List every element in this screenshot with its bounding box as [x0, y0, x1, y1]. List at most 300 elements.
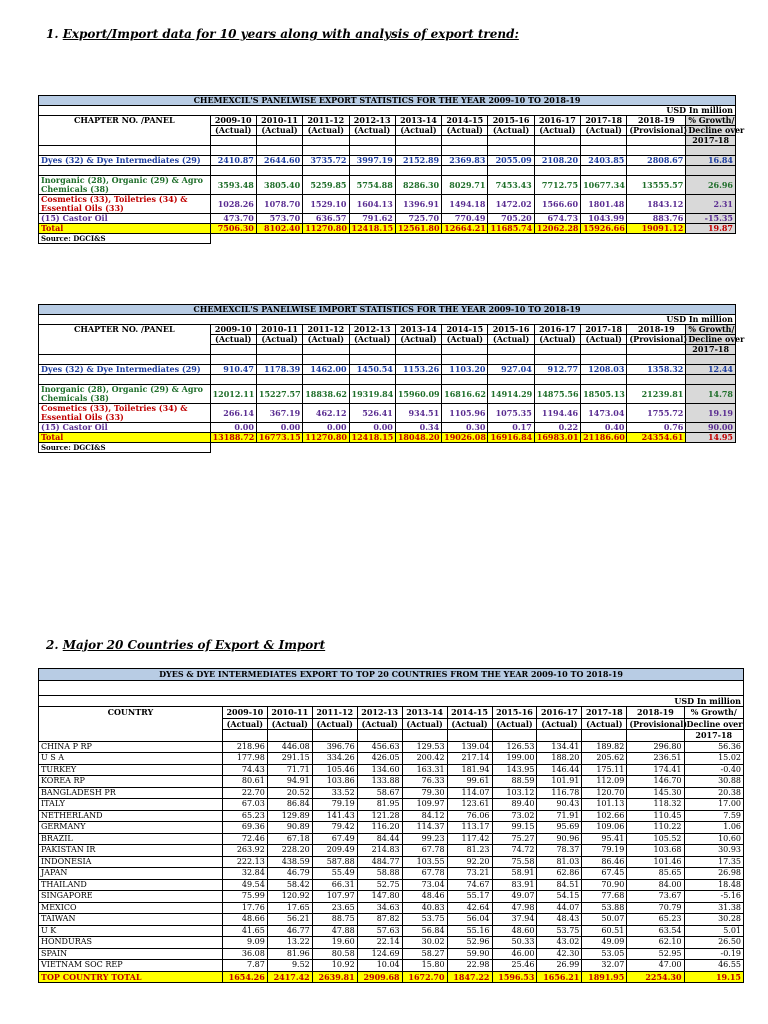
total-value: 13188.72 [210, 433, 256, 443]
value-cell: 133.88 [357, 776, 402, 788]
value-cell: 146.70 [627, 776, 684, 788]
value-cell: 73.04 [402, 879, 447, 891]
import-statistics-table [38, 304, 745, 453]
status-header: (Actual) [256, 126, 302, 136]
value-cell: 47.00 [627, 960, 684, 972]
blank-cell [349, 234, 395, 244]
blank-cell [303, 443, 349, 453]
table-row [39, 753, 744, 765]
value-cell: 1105.96 [442, 404, 488, 423]
value-cell: 37.94 [492, 914, 537, 926]
value-cell: 26.99 [537, 960, 582, 972]
blank-cell [395, 355, 441, 365]
blank-cell [534, 166, 580, 176]
growth-cell: 16.84 [686, 156, 736, 166]
value-cell: 17.76 [222, 902, 267, 914]
total-row [39, 971, 744, 983]
total-value: 12664.21 [442, 224, 488, 234]
blank-cell [395, 375, 441, 385]
value-cell: 145.30 [627, 787, 684, 799]
value-cell: 15960.09 [395, 385, 441, 404]
year-header: 2018-19 [627, 116, 686, 126]
value-cell: 2152.89 [395, 156, 441, 166]
value-cell: 7.87 [222, 960, 267, 972]
value-cell: 218.96 [222, 741, 267, 753]
value-cell: 910.47 [210, 365, 256, 375]
total-value: 16916.84 [488, 433, 534, 443]
value-cell: 46.79 [267, 868, 312, 880]
value-cell: 79.19 [582, 845, 627, 857]
total-growth: 14.95 [686, 433, 736, 443]
status-header: (Actual) [312, 718, 357, 730]
value-cell: 81.95 [357, 799, 402, 811]
value-cell: 67.18 [267, 833, 312, 845]
blank-cell [581, 375, 627, 385]
blank-cell [442, 345, 488, 355]
total-value: 2417.42 [267, 971, 312, 983]
table-row [39, 787, 744, 799]
blank-cell [537, 730, 582, 742]
row-label: Cosmetics (33), Toiletries (34) & Essential Oils (33) [39, 195, 211, 214]
status-header: (Actual) [357, 718, 402, 730]
value-cell: 3805.40 [256, 176, 302, 195]
value-cell: 85.65 [627, 868, 684, 880]
value-cell: 77.68 [582, 891, 627, 903]
table-row [39, 176, 736, 195]
value-cell: 1078.70 [256, 195, 302, 214]
blank-cell [395, 136, 441, 146]
year-header: 2012-13 [357, 707, 402, 719]
value-cell: 1208.03 [581, 365, 627, 375]
year-header: 2016-17 [537, 707, 582, 719]
value-cell: 101.46 [627, 856, 684, 868]
value-cell: 59.90 [447, 948, 492, 960]
value-cell: 46.00 [492, 948, 537, 960]
blank-cell [395, 146, 441, 156]
value-cell: 912.77 [534, 365, 580, 375]
value-cell: 9.09 [222, 937, 267, 949]
source-row [39, 443, 736, 453]
blank-cell [627, 355, 686, 365]
status-header: (Actual) [442, 335, 488, 345]
blank-cell [303, 375, 349, 385]
value-cell: 1043.99 [581, 214, 627, 224]
status-header: (Actual) [210, 126, 256, 136]
total-value: 12418.15 [349, 224, 395, 234]
year-header: 2017-18 [582, 707, 627, 719]
year-header: 2011-12 [312, 707, 357, 719]
total-value: 19026.08 [442, 433, 488, 443]
value-cell: 134.41 [537, 741, 582, 753]
table-row [39, 776, 744, 788]
year-header: 2013-14 [395, 116, 441, 126]
section-title: Export/Import data for 10 years along with analysis of export trend: [62, 27, 519, 41]
value-cell: 7712.75 [534, 176, 580, 195]
value-cell: 18505.13 [581, 385, 627, 404]
growth-header: Decline over [686, 126, 736, 136]
value-cell: 124.69 [357, 948, 402, 960]
value-cell: 33.52 [312, 787, 357, 799]
value-cell: 49.07 [492, 891, 537, 903]
value-cell: 0.76 [627, 423, 686, 433]
country-name: BRAZIL [39, 833, 223, 845]
country-name: SINGAPORE [39, 891, 223, 903]
value-cell: 15227.57 [256, 385, 302, 404]
value-cell: 129.53 [402, 741, 447, 753]
value-cell: 86.46 [582, 856, 627, 868]
blank-cell [210, 345, 256, 355]
value-cell: 94.91 [267, 776, 312, 788]
blank-cell [222, 730, 267, 742]
value-cell: 10.92 [312, 960, 357, 972]
table-row [39, 385, 736, 404]
source-row [39, 234, 736, 244]
blank-cell [686, 443, 736, 453]
blank-cell [39, 355, 211, 365]
status-header: (Actual) [256, 335, 302, 345]
value-cell: 1843.12 [627, 195, 686, 214]
blank-cell [488, 443, 534, 453]
growth-cell: 20.38 [684, 787, 743, 799]
blank-cell [627, 136, 686, 146]
value-cell: 1494.18 [442, 195, 488, 214]
value-cell: 116.78 [537, 787, 582, 799]
value-cell: 71.71 [267, 764, 312, 776]
value-cell: 462.12 [303, 404, 349, 423]
year-header-row [39, 707, 744, 719]
value-cell: 5754.88 [349, 176, 395, 195]
value-cell: 1103.20 [442, 365, 488, 375]
blank-cell [686, 146, 736, 156]
value-cell: 56.84 [402, 925, 447, 937]
spacer-row [39, 166, 736, 176]
blank-cell [402, 730, 447, 742]
value-cell: 44.07 [537, 902, 582, 914]
value-cell: 99.61 [447, 776, 492, 788]
value-cell: 71.91 [537, 810, 582, 822]
value-cell: 103.68 [627, 845, 684, 857]
value-cell: 134.60 [357, 764, 402, 776]
value-cell: 587.88 [312, 856, 357, 868]
value-cell: 163.31 [402, 764, 447, 776]
value-cell: 52.96 [447, 937, 492, 949]
value-cell: 175.11 [582, 764, 627, 776]
growth-cell: 5.01 [684, 925, 743, 937]
value-cell: 63.54 [627, 925, 684, 937]
export-statistics-table [38, 95, 745, 244]
value-cell: 55.17 [447, 891, 492, 903]
value-cell: 8286.30 [395, 176, 441, 195]
value-cell: 41.65 [222, 925, 267, 937]
table-row [39, 845, 744, 857]
value-cell: 110.22 [627, 822, 684, 834]
country-name: TURKEY [39, 764, 223, 776]
value-cell: 143.95 [492, 764, 537, 776]
year-header: 2010-11 [267, 707, 312, 719]
value-cell: 65.23 [627, 914, 684, 926]
value-cell: 67.45 [582, 868, 627, 880]
value-cell: 22.14 [357, 937, 402, 949]
value-cell: 438.59 [267, 856, 312, 868]
total-value: 1891.95 [582, 971, 627, 983]
status-header: (Actual) [488, 335, 534, 345]
value-cell: 101.13 [582, 799, 627, 811]
value-cell: 636.57 [303, 214, 349, 224]
section-number: 2. [46, 638, 59, 652]
value-cell: 95.69 [537, 822, 582, 834]
status-header: (Provisional) [627, 126, 686, 136]
value-cell: 3997.19 [349, 156, 395, 166]
value-cell: 70.79 [627, 902, 684, 914]
value-cell: 0.17 [488, 423, 534, 433]
spacer-row [39, 375, 736, 385]
value-cell: 67.78 [402, 868, 447, 880]
table-row [39, 156, 736, 166]
value-cell: 56.04 [447, 914, 492, 926]
value-cell: 0.40 [581, 423, 627, 433]
blank-cell [627, 234, 686, 244]
blank-cell [256, 443, 302, 453]
value-cell: 188.20 [537, 753, 582, 765]
growth-cell: 90.00 [686, 423, 736, 433]
unit-row [39, 106, 736, 116]
blank-cell [210, 355, 256, 365]
value-cell: 95.41 [582, 833, 627, 845]
value-cell: 60.51 [582, 925, 627, 937]
blank-cell [349, 136, 395, 146]
table-row [39, 879, 744, 891]
blank-cell [627, 166, 686, 176]
blank-cell [256, 375, 302, 385]
value-cell: 705.20 [488, 214, 534, 224]
value-cell: 1358.32 [627, 365, 686, 375]
value-cell: 13.22 [267, 937, 312, 949]
value-cell: 30.02 [402, 937, 447, 949]
table-row [39, 833, 744, 845]
total-growth: 19.15 [684, 971, 743, 983]
value-cell: 36.08 [222, 948, 267, 960]
value-cell: 42.30 [537, 948, 582, 960]
country-name: VIETNAM SOC REP [39, 960, 223, 972]
value-cell: 18838.62 [303, 385, 349, 404]
total-row [39, 433, 736, 443]
growth-cell: -5.16 [684, 891, 743, 903]
blank-cell [534, 355, 580, 365]
value-cell: 2410.87 [210, 156, 256, 166]
value-cell: 40.83 [402, 902, 447, 914]
status-header: (Actual) [582, 718, 627, 730]
table-row [39, 214, 736, 224]
growth-cell: 12.44 [686, 365, 736, 375]
value-cell: 236.51 [627, 753, 684, 765]
growth-cell: 30.88 [684, 776, 743, 788]
total-value: 1656.21 [537, 971, 582, 983]
year-header: 2012-13 [349, 325, 395, 335]
blank-cell [627, 730, 684, 742]
value-cell: 58.88 [357, 868, 402, 880]
blank-cell [395, 345, 441, 355]
blank-cell [349, 443, 395, 453]
value-cell: 58.42 [267, 879, 312, 891]
blank-cell [210, 136, 256, 146]
growth-cell: 19.19 [686, 404, 736, 423]
country-name: JAPAN [39, 868, 223, 880]
value-cell: 43.02 [537, 937, 582, 949]
value-cell: 1566.60 [534, 195, 580, 214]
value-cell: 84.12 [402, 810, 447, 822]
value-cell: 75.99 [222, 891, 267, 903]
year-header-row [39, 116, 736, 126]
year-header-row [39, 325, 736, 335]
value-cell: 53.75 [537, 925, 582, 937]
total-value: 12561.80 [395, 224, 441, 234]
section-title: Major 20 Countries of Export & Import [62, 638, 326, 652]
country-name: TAIWAN [39, 914, 223, 926]
total-value: 11685.74 [488, 224, 534, 234]
value-cell: 105.46 [312, 764, 357, 776]
year-header: 2016-17 [534, 325, 580, 335]
blank-cell [581, 136, 627, 146]
value-cell: 47.98 [492, 902, 537, 914]
value-cell: 72.46 [222, 833, 267, 845]
year-header: 2014-15 [447, 707, 492, 719]
value-cell: 1075.35 [488, 404, 534, 423]
total-value: 16983.01 [534, 433, 580, 443]
value-cell: 62.10 [627, 937, 684, 949]
value-cell: 1604.13 [349, 195, 395, 214]
value-cell: 73.02 [492, 810, 537, 822]
row-label: (15) Castor Oil [39, 214, 211, 224]
value-cell: 81.03 [537, 856, 582, 868]
blank-cell [395, 443, 441, 453]
value-cell: 88.59 [492, 776, 537, 788]
value-cell: 791.62 [349, 214, 395, 224]
value-cell: 1529.10 [303, 195, 349, 214]
blank-cell [210, 234, 256, 244]
table-row [39, 741, 744, 753]
value-cell: 1462.00 [303, 365, 349, 375]
value-cell: 573.70 [256, 214, 302, 224]
source-note: Source: DGCI&S [39, 443, 211, 453]
country-export-table [38, 668, 744, 983]
status-header: (Actual) [442, 126, 488, 136]
country-name: PAKISTAN IR [39, 845, 223, 857]
year-header: 2016-17 [534, 116, 580, 126]
row-label: Inorganic (28), Organic (29) & Agro Chemicals (38) [39, 385, 211, 404]
status-header: (Actual) [581, 126, 627, 136]
blank-cell [534, 375, 580, 385]
blank-cell [303, 166, 349, 176]
value-cell: 79.30 [402, 787, 447, 799]
year-header: 2010-11 [256, 325, 302, 335]
total-value: 2254.30 [627, 971, 684, 983]
blank-cell [627, 375, 686, 385]
unit-label: USD In million [39, 315, 736, 325]
spacer-row [39, 146, 736, 156]
blank-cell [303, 136, 349, 146]
value-cell: 1450.54 [349, 365, 395, 375]
table-row [39, 856, 744, 868]
value-cell: 99.15 [492, 822, 537, 834]
country-name: GERMANY [39, 822, 223, 834]
value-cell: 74.72 [492, 845, 537, 857]
growth-header: % Growth/ [686, 325, 736, 335]
blank-cell [447, 730, 492, 742]
row-label: Dyes (32) & Dye Intermediates (29) [39, 365, 211, 375]
value-cell: 34.63 [357, 902, 402, 914]
spacer-row [39, 355, 736, 365]
total-growth: 19.87 [686, 224, 736, 234]
value-cell: 109.06 [582, 822, 627, 834]
value-cell: 22.98 [447, 960, 492, 972]
blank-cell [349, 146, 395, 156]
growth-header: Decline over [684, 718, 743, 730]
blank-cell [442, 136, 488, 146]
blank-cell [357, 730, 402, 742]
value-cell: 181.94 [447, 764, 492, 776]
growth-cell: -0.19 [684, 948, 743, 960]
growth-cell: 14.78 [686, 385, 736, 404]
blank-cell [303, 345, 349, 355]
value-cell: 89.40 [492, 799, 537, 811]
value-cell: 52.75 [357, 879, 402, 891]
blank-cell [686, 355, 736, 365]
value-cell: 205.62 [582, 753, 627, 765]
year-header: 2014-15 [442, 116, 488, 126]
growth-cell: 15.02 [684, 753, 743, 765]
value-cell: 266.14 [210, 404, 256, 423]
value-cell: 58.91 [492, 868, 537, 880]
table-row [39, 891, 744, 903]
growth-header: % Growth/ [684, 707, 743, 719]
growth-cell: 30.93 [684, 845, 743, 857]
value-cell: 56.21 [267, 914, 312, 926]
value-cell: 75.58 [492, 856, 537, 868]
status-header: (Actual) [349, 335, 395, 345]
table-row [39, 799, 744, 811]
value-cell: 32.07 [582, 960, 627, 972]
value-cell: 52.95 [627, 948, 684, 960]
value-cell: 3593.48 [210, 176, 256, 195]
blank-cell [492, 730, 537, 742]
growth-cell: 2.31 [686, 195, 736, 214]
total-value: 12062.28 [534, 224, 580, 234]
value-cell: 113.17 [447, 822, 492, 834]
table-title: CHEMEXCIL'S PANELWISE IMPORT STATISTICS FOR THE YEAR 2009-10 TO 2018-19 [39, 305, 736, 315]
value-cell: 48.46 [402, 891, 447, 903]
value-cell: 0.30 [442, 423, 488, 433]
value-cell: 107.97 [312, 891, 357, 903]
value-cell: 0.00 [210, 423, 256, 433]
value-cell: 14875.56 [534, 385, 580, 404]
blank-cell [488, 355, 534, 365]
value-cell: 139.04 [447, 741, 492, 753]
value-cell: 101.91 [537, 776, 582, 788]
value-cell: 90.96 [537, 833, 582, 845]
blank-cell [349, 166, 395, 176]
value-cell: 67.78 [402, 845, 447, 857]
table-row [39, 948, 744, 960]
blank-cell [442, 375, 488, 385]
value-cell: 103.86 [312, 776, 357, 788]
value-cell: 80.61 [222, 776, 267, 788]
blank-cell [442, 234, 488, 244]
country-name: NETHERLAND [39, 810, 223, 822]
value-cell: 123.61 [447, 799, 492, 811]
row-label: Inorganic (28), Organic (29) & Agro Chemicals (38) [39, 176, 211, 195]
value-cell: 117.42 [447, 833, 492, 845]
value-cell: 23.65 [312, 902, 357, 914]
